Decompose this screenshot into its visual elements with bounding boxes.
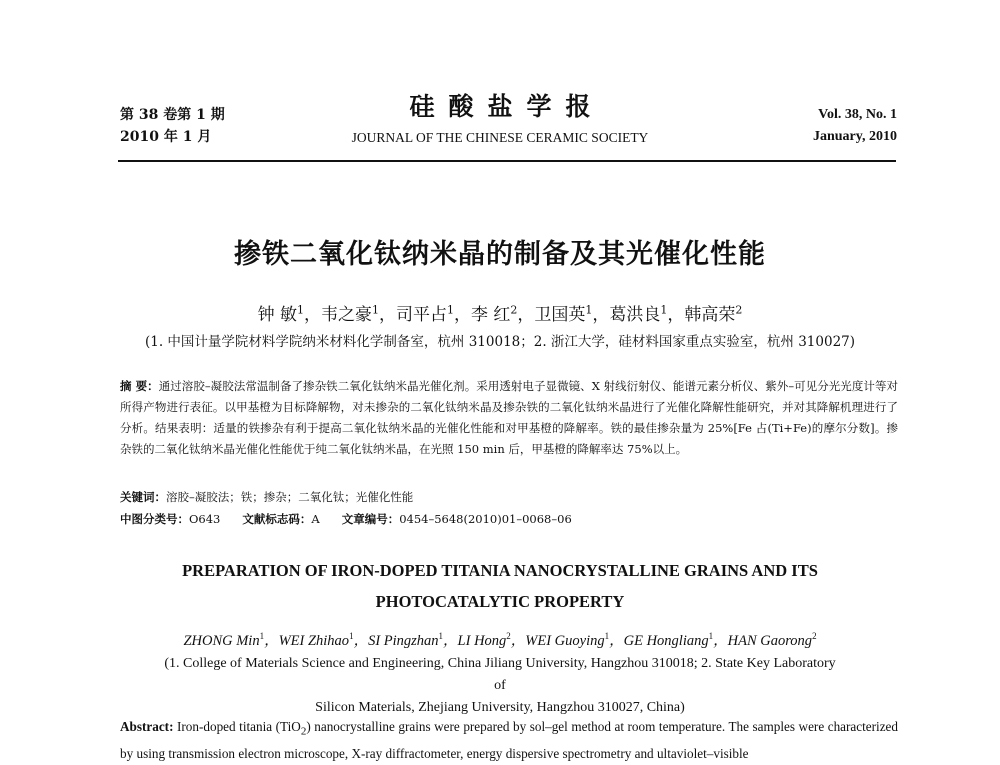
author-en-separator: ， bbox=[510, 633, 526, 649]
author-en-name: GE Hongliang bbox=[623, 633, 709, 649]
author-cn-separator: ， bbox=[592, 305, 610, 325]
author-en-name: LI Hong bbox=[457, 633, 507, 649]
vol-en: Vol. 38, No. 1 bbox=[818, 107, 897, 122]
affiliation-en-line2: Silicon Materials, Zhejiang University, Hangzhou 310027, China) bbox=[315, 700, 685, 715]
author-cn-affiliation-mark: 1 bbox=[297, 303, 304, 317]
abstract-en bbox=[120, 716, 898, 765]
author-cn-separator: ， bbox=[379, 305, 396, 325]
abstract-en-label: Abstract: bbox=[120, 719, 174, 734]
abstract-cn-text: 通过溶胶–凝胶法常温制备了掺杂铁二氧化钛纳米晶光催化剂。采用透射电子显微镜、X 射线衍射仪、能谱元素分析仪、紫外–可见分光光度计等对所得产物进行表征。以甲基橙为目标降解物，对未掺杂的二氧化钛纳米晶及掺杂铁的二氧化钛纳米晶进行了光催化降解性能研究，并对其降解机理进行了分析。结果表明：适量的铁掺杂有利于提高二氧化钛纳米晶的光催化性能和对甲基橙的降解率。铁的最佳掺杂量为 25%[Fe 占(Ti+Fe)的摩尔分数]。掺杂铁的二氧化钛纳米晶光催化性能优于纯二氧化钛纳米晶，在光照 150 min 后，甲基橙的降解率达 75%以上。 bbox=[120, 379, 898, 456]
affiliation-en-line1: (1. College of Materials Science and Engineering, China Jiliang University, Hangzhou 310018; 2. State Key Laboratory of bbox=[164, 656, 836, 693]
author-cn-name: 司平占 bbox=[396, 305, 447, 325]
author-en-affiliation-mark: 1 bbox=[438, 631, 444, 642]
author-en-affiliation-mark: 1 bbox=[604, 631, 610, 642]
clc-label: 中图分类号： bbox=[120, 512, 189, 526]
author-en-separator: ， bbox=[264, 633, 279, 649]
article-no-value: 0454–5648(2010)01–0068–06 bbox=[399, 512, 572, 526]
author-en-affiliation-mark: 1 bbox=[259, 631, 265, 642]
date-en: January, 2010 bbox=[812, 129, 897, 144]
author-cn-separator: ， bbox=[667, 305, 685, 325]
abstract-cn-label: 摘 要： bbox=[120, 379, 159, 393]
abstract-en-sub: 2 bbox=[300, 725, 307, 738]
author-cn-name: 卫国英 bbox=[534, 305, 586, 325]
author-en-affiliation-mark: 1 bbox=[708, 631, 714, 642]
author-cn-affiliation-mark: 1 bbox=[585, 303, 593, 317]
author-en-name: SI Pingzhan bbox=[368, 633, 439, 649]
header-issue-cn bbox=[120, 104, 225, 148]
author-en-separator: ， bbox=[443, 633, 458, 649]
author-cn-name: 韩高荣 bbox=[684, 305, 736, 325]
author-en-name: WEI Zhihao bbox=[278, 633, 350, 649]
title-en-line2: PHOTOCATALYTIC PROPERTY bbox=[375, 592, 625, 611]
journal-name-cn: 硅酸盐学报 bbox=[409, 92, 605, 121]
header-issue-en bbox=[813, 104, 897, 148]
author-en-separator: ， bbox=[353, 633, 369, 649]
authors-cn bbox=[0, 300, 1000, 325]
journal-name-en: JOURNAL OF THE CHINESE CERAMIC SOCIETY bbox=[351, 130, 649, 145]
author-cn-name: 李 红 bbox=[471, 305, 511, 325]
author-cn-separator: ， bbox=[304, 305, 321, 325]
header-rule bbox=[118, 160, 896, 162]
keywords-cn bbox=[120, 487, 898, 507]
title-cn: 掺铁二氧化钛纳米晶的制备及其光催化性能 bbox=[234, 239, 766, 270]
author-cn-affiliation-mark: 2 bbox=[510, 303, 518, 317]
author-en-name: HAN Gaorong bbox=[727, 633, 813, 649]
affiliation-cn: (1. 中国计量学院材料学院纳米材料化学制备室，杭州 310018；2. 浙江大学，硅材料国家重点实验室，杭州 310027) bbox=[144, 334, 856, 350]
date-cn: 2010 年 1 月 bbox=[120, 129, 212, 145]
title-en-line1: PREPARATION OF IRON-DOPED TITANIA NANOCRYSTALLINE GRAINS AND ITS bbox=[182, 561, 818, 580]
keywords-cn-label: 关键词： bbox=[120, 490, 166, 504]
author-en-name: WEI Guoying bbox=[525, 633, 605, 649]
title-en bbox=[0, 555, 1000, 617]
author-en-affiliation-mark: 2 bbox=[812, 631, 817, 642]
author-cn-name: 葛洪良 bbox=[609, 305, 661, 325]
author-en-affiliation-mark: 1 bbox=[349, 631, 354, 642]
author-en-separator: ， bbox=[609, 633, 624, 649]
abstract-en-text-pre: Iron-doped titania (TiO bbox=[177, 719, 301, 734]
doc-code-label: 文献标志码： bbox=[242, 512, 312, 526]
author-en-separator: ， bbox=[713, 633, 728, 649]
authors-en bbox=[0, 629, 1000, 650]
article-no-label: 文章编号： bbox=[341, 512, 400, 526]
author-cn-affiliation-mark: 2 bbox=[735, 303, 743, 317]
author-cn-name: 韦之豪 bbox=[321, 305, 372, 325]
author-cn-name: 钟 敏 bbox=[257, 305, 297, 325]
author-cn-affiliation-mark: 1 bbox=[447, 303, 454, 317]
author-cn-separator: ， bbox=[454, 305, 471, 325]
affiliation-en bbox=[160, 653, 840, 719]
classification-cn bbox=[120, 509, 898, 529]
author-en-affiliation-mark: 2 bbox=[506, 631, 511, 642]
clc-value: O643 bbox=[189, 512, 221, 526]
author-cn-affiliation-mark: 1 bbox=[660, 303, 668, 317]
issue-cn: 第 38 卷第 1 期 bbox=[120, 107, 225, 123]
abstract-cn bbox=[120, 376, 898, 460]
abstract-en-text-post: ) nanocrystalline grains were prepared by sol–gel method at room temperature. The samples were characterized by using transmission electron microscope, X-ray diffractometer, energy dispersive spectrometry and ultaviolet–visible bbox=[120, 719, 898, 761]
doc-code-value: A bbox=[311, 512, 320, 526]
author-cn-affiliation-mark: 1 bbox=[372, 303, 379, 317]
keywords-cn-text: 溶胶–凝胶法；铁；掺杂；二氧化钛；光催化性能 bbox=[166, 490, 414, 504]
header-journal bbox=[300, 92, 700, 148]
author-cn-separator: ， bbox=[517, 305, 535, 325]
author-en-name: ZHONG Min bbox=[183, 633, 260, 649]
